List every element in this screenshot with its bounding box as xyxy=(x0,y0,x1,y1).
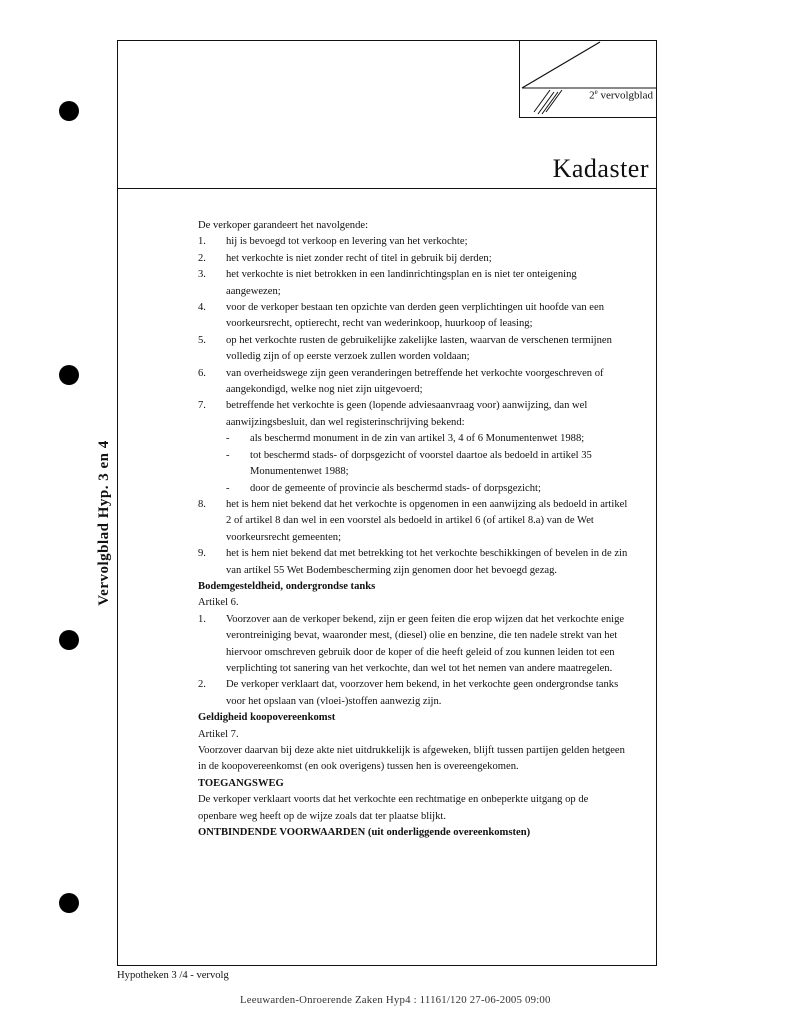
kadaster-logo: Kadaster xyxy=(552,154,649,183)
section-heading-bodem: Bodemgesteldheid, ondergrondse tanks xyxy=(198,580,376,592)
list-item-text: het is hem niet bekend dat met betrekking tot het verkochte beschikkingen of bevelen in de zin van artikel 55 Wet Bodembescherming zijn genomen door het bevoegd gezag. xyxy=(226,548,628,576)
list-item-number: 4. xyxy=(198,302,206,314)
list-item xyxy=(198,234,628,250)
sub-list-dash: - xyxy=(226,433,230,445)
list-item-number: 3. xyxy=(198,269,206,281)
sub-list-text: als beschermd monument in de zin van artikel 3, 4 of 6 Monumentenwet 1988; xyxy=(250,433,585,445)
punch-hole xyxy=(59,630,79,650)
sub-list-item xyxy=(198,448,628,481)
toegangsweg-text: De verkoper verklaart voorts dat het verkochte een rechtmatige en onbeperkte uitgang op de openbare weg heeft op de wijze zoals dat ter plaatse blijkt. xyxy=(198,794,589,822)
list-item xyxy=(198,546,628,579)
list-item-number: 6. xyxy=(198,367,206,379)
list-item xyxy=(198,267,628,300)
section-heading-toegangsweg: TOEGANGSWEG xyxy=(198,777,284,789)
list-item-text: op het verkochte rusten de gebruikelijke zakelijke lasten, waarvan de verschenen termijnen volledig zijn of op eerste verzoek zullen worden voldaan; xyxy=(226,334,612,363)
list-item xyxy=(198,398,628,431)
intro-text: De verkoper garandeert het navolgende: xyxy=(198,220,369,231)
list-item xyxy=(198,612,628,678)
list-item-number: 1. xyxy=(198,236,206,248)
list-item-number: 2. xyxy=(198,252,206,264)
list-item-number: 1. xyxy=(198,613,206,625)
punch-hole xyxy=(59,893,79,913)
list-item xyxy=(198,677,628,710)
guarantee-list xyxy=(198,234,628,431)
list-item-text: het is hem niet bekend dat het verkochte is opgenomen in een aanwijzing als bedoeld in artikel 2 of artikel 8 dan wel in een voorstel als bedoeld in artikel 6 (of artikel 8.a) van de Wet voorkeursrecht gemeenten; xyxy=(226,498,628,543)
article-label-7: Artikel 7. xyxy=(198,728,239,740)
sub-list-text: tot beschermd stads- of dorpsgezicht of voorstel daartoe als bedoeld in artikel 35 Monumentenwet 1988; xyxy=(250,449,592,478)
bodem-list xyxy=(198,612,628,710)
list-item-text: hij is bevoegd tot verkoop en levering van het verkochte; xyxy=(226,236,468,248)
footer-registration-line: Leeuwarden-Onroerende Zaken Hyp4 : 11161/120 27-06-2005 09:00 xyxy=(240,994,551,1006)
list-item-text: Voorzover aan de verkoper bekend, zijn er geen feiten die erop wijzen dat het verkochte enige verontreiniging bevat, waaronder mest, (diesel) olie en benzine, die ten nadele strekt van het hiervoor omschreven gebruik door de koper of die heeft geleid of zou kunnen leiden tot een verplichting tot sanering van het verkochte, dan wel tot het nemen van andere maatregelen. xyxy=(226,613,625,674)
list-item-text: voor de verkoper bestaan ten opzichte van derden geen verplichtingen uit hoofde van een voorkeursrecht, optierecht, recht van wederinkoop, huurkoop of leasing; xyxy=(226,302,604,330)
sub-list-dash: - xyxy=(226,449,230,461)
list-item xyxy=(198,300,628,333)
list-item-number: 8. xyxy=(198,498,206,510)
punch-hole xyxy=(59,101,79,121)
sub-list-item xyxy=(198,431,628,447)
sub-list-item xyxy=(198,481,628,497)
geldigheid-text: Voorzover daarvan bij deze akte niet uitdrukkelijk is afgeweken, blijft tussen partijen gelden hetgeen in de koopovereenkomst (en ook overigens) tussen hen is overeengekomen. xyxy=(198,745,625,773)
section-heading-ontbindende: ONTBINDENDE VOORWAARDEN (uit onderliggende overeenkomsten) xyxy=(198,827,531,839)
stamp-label: 2e vervolgblad xyxy=(589,88,653,102)
sub-list xyxy=(198,431,628,497)
list-item-text: De verkoper verklaart dat, voorzover hem bekend, in het verkochte geen ondergrondse tanks voor het opslaan van (vloei-)stoffen aanwezig zijn. xyxy=(226,679,619,707)
guarantee-list-continued xyxy=(198,497,628,579)
list-item-text: van overheidswege zijn geen veranderingen betreffende het verkochte voorgeschreven of aangekondigd, welke nog niet zijn uitgevoerd; xyxy=(226,367,604,396)
sub-list-text: door de gemeente of provincie als beschermd stads- of dorpsgezicht; xyxy=(250,482,541,494)
hatch-stamp-icon xyxy=(520,40,658,118)
side-label: Vervolgblad Hyp. 3 en 4 xyxy=(96,440,112,606)
list-item-text: het verkochte is niet zonder recht of titel in gebruik bij derden; xyxy=(226,252,492,264)
section-heading-geldigheid: Geldigheid koopovereenkomst xyxy=(198,712,336,724)
list-item xyxy=(198,333,628,366)
list-item-number: 9. xyxy=(198,548,206,560)
list-item xyxy=(198,497,628,546)
punch-hole xyxy=(59,365,79,385)
list-item xyxy=(198,366,628,399)
stamp-box xyxy=(519,40,657,118)
list-item-text: betreffende het verkochte is geen (lopende adviesaanvraag voor) aanwijzing, dan wel aanwijzingsbesluit, dan wel registerinschrijving bekend: xyxy=(226,400,588,428)
list-item-text: het verkochte is niet betrokken in een landinrichtingsplan en is niet ter onteigening aangewezen; xyxy=(226,269,577,297)
list-item xyxy=(198,251,628,267)
article-label-6: Artikel 6. xyxy=(198,597,239,609)
document-body xyxy=(198,218,628,841)
list-item-number: 7. xyxy=(198,400,206,412)
sub-list-dash: - xyxy=(226,482,230,494)
footer-form-label: Hypotheken 3 /4 - vervolg xyxy=(117,970,229,981)
list-item-number: 5. xyxy=(198,334,206,346)
list-item-number: 2. xyxy=(198,679,206,691)
